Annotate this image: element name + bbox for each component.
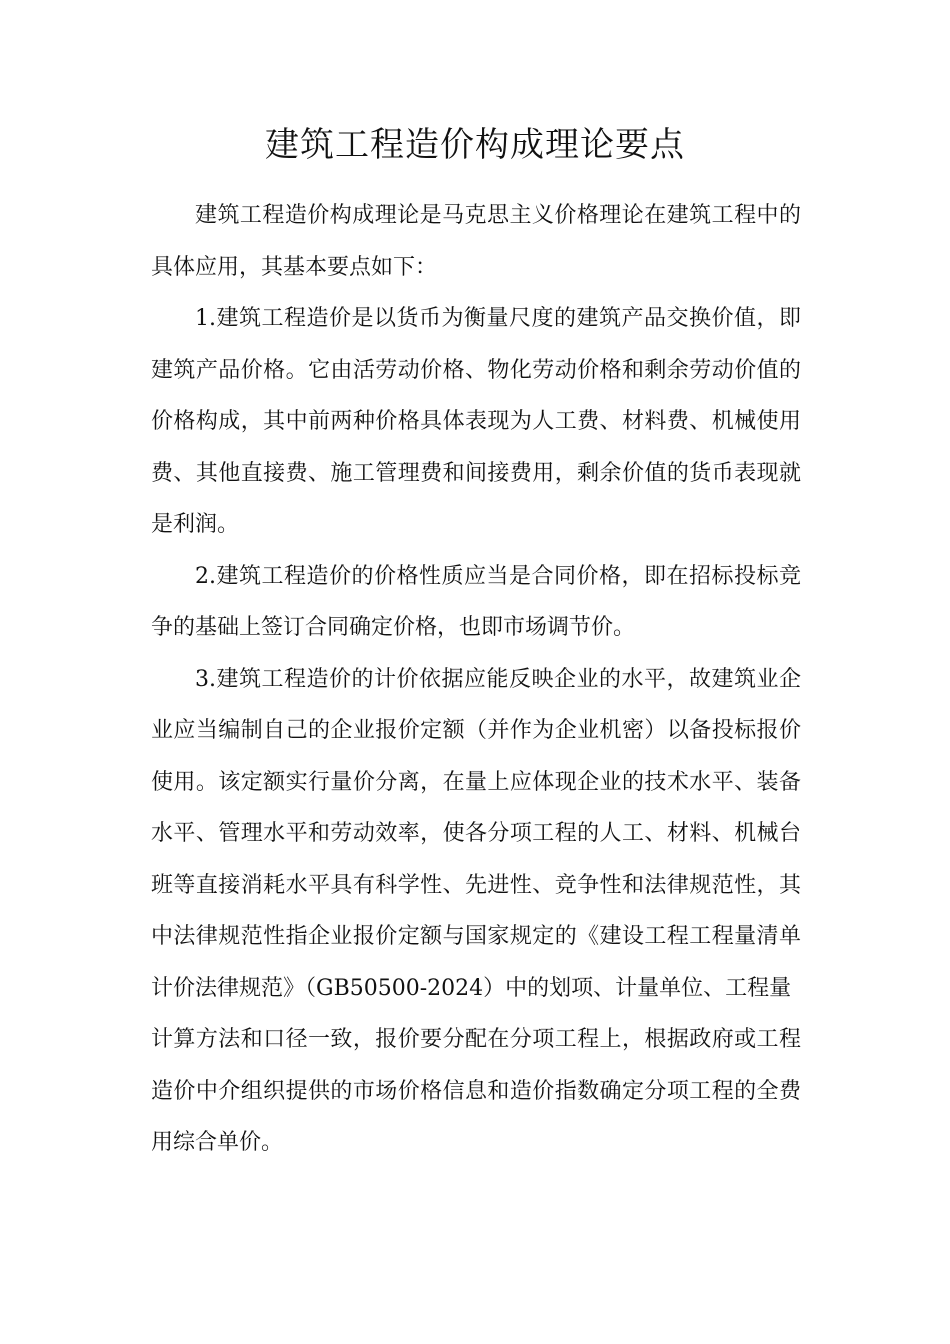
- body-line: 建筑产品价格。它由活劳动价格、物化劳动价格和剩余劳动价值的: [151, 357, 801, 383]
- body-line: 班等直接消耗水平具有科学性、先进性、竞争性和法律规范性，其: [151, 872, 801, 898]
- body-line: 价格构成，其中前两种价格具体表现为人工费、材料费、机械使用: [151, 409, 801, 434]
- body-line: 水平、管理水平和劳动效率，使各分项工程的人工、材料、机械台: [151, 821, 801, 846]
- body-line: 具体应用，其基本要点如下：: [151, 254, 438, 280]
- body-line: 用综合单价。: [151, 1130, 284, 1155]
- body-line: 业应当编制自己的企业报价定额（并作为企业机密）以备投标报价: [151, 718, 801, 743]
- body-line: 建筑工程造价构成理论是马克思主义价格理论在建筑工程中的: [195, 203, 801, 228]
- body-line: 3.建筑工程造价的计价依据应能反映企业的水平，故建筑业企: [195, 666, 801, 692]
- body-line: 2.建筑工程造价的价格性质应当是合同价格，即在招标投标竞: [195, 563, 801, 589]
- body-line: 计价法律规范》（GB50500-2024）中的划项、计量单位、工程量: [151, 975, 792, 1001]
- document-body: [151, 190, 801, 1169]
- body-line: 是利润。: [151, 512, 240, 537]
- body-line: 造价中介组织提供的市场价格信息和造价指数确定分项工程的全费: [151, 1078, 801, 1104]
- body-line: 1.建筑工程造价是以货币为衡量尺度的建筑产品交换价值，即: [195, 306, 801, 331]
- body-line: 争的基础上签订合同确定价格，也即市场调节价。: [151, 615, 636, 640]
- document-title: 建筑工程造价构成理论要点: [265, 125, 685, 165]
- body-line: 中法律规范性指企业报价定额与国家规定的《建设工程工程量清单: [151, 924, 801, 949]
- body-line: 计算方法和口径一致，报价要分配在分项工程上，根据政府或工程: [151, 1027, 801, 1052]
- body-line: 使用。该定额实行量价分离，在量上应体现企业的技术水平、装备: [151, 769, 801, 795]
- body-line: 费、其他直接费、施工管理费和间接费用，剩余价值的货币表现就: [151, 460, 801, 486]
